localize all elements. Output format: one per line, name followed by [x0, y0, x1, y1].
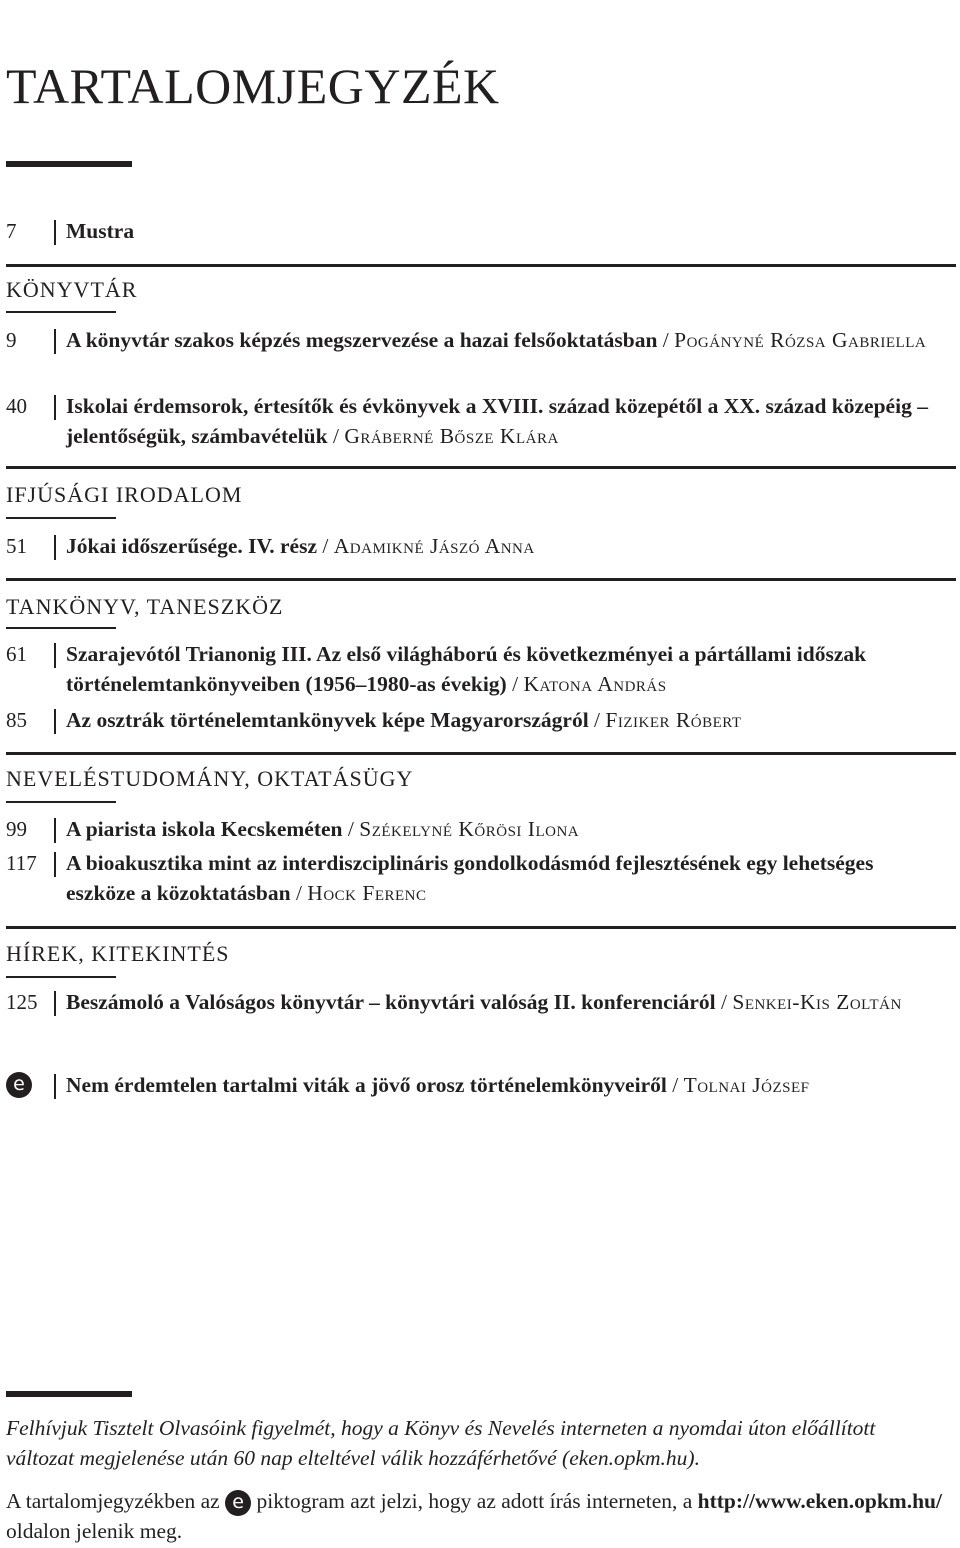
author-separator: /	[594, 708, 601, 732]
section-heading-hirek: HÍREK, KITEKINTÉS	[6, 941, 230, 966]
page-number: 9	[6, 328, 17, 352]
article-title: A piarista iskola Kecskeméten	[66, 817, 343, 841]
info-text-start: A tartalomjegyzékben az	[6, 1489, 220, 1513]
section-rule	[6, 926, 956, 929]
author-separator: /	[322, 534, 329, 558]
page-number: 40	[6, 394, 27, 418]
article-author: Adamikné Jászó Anna	[333, 534, 535, 558]
article-title: Mustra	[66, 219, 135, 243]
section-rule	[6, 578, 956, 581]
article-title: Iskolai érdemsorok, értesítők és évkönyvek a XVIII. század közepétől a XX. század közepéig – jelentőségük, számbavételük	[66, 394, 928, 448]
online-e-icon: e	[6, 1072, 32, 1098]
section-underline	[6, 517, 116, 519]
author-separator: /	[672, 1073, 679, 1097]
entry-separator-bar	[54, 329, 56, 354]
entry-text	[66, 848, 946, 908]
page-number: 125	[6, 990, 38, 1014]
article-title: Az osztrák történelemtankönyvek képe Magyarországról	[66, 708, 589, 732]
entry-separator-bar	[54, 818, 56, 843]
article-author: Katona András	[523, 672, 667, 696]
article-title: Beszámoló a Valóságos könyvtár – könyvtári valóság II. konferenciáról	[66, 990, 716, 1014]
entry-separator-bar	[54, 991, 56, 1016]
entry-text	[66, 705, 946, 735]
entry-text	[66, 531, 946, 561]
footer-rule	[6, 1391, 132, 1397]
article-author: Székelyné Kőrösi Ilona	[359, 817, 580, 841]
section-underline	[6, 801, 116, 803]
entry-text	[66, 814, 946, 844]
entry-separator-bar	[54, 852, 56, 877]
entry-separator-bar	[54, 709, 56, 734]
entry-separator-bar	[54, 643, 56, 668]
page-number: 117	[6, 851, 37, 875]
page-title: TARTALOMJEGYZÉK	[6, 58, 500, 114]
author-separator: /	[347, 817, 354, 841]
entry-text	[66, 987, 946, 1017]
article-title: A bioakusztika mint az interdiszciplináris gondolkodásmód fejlesztésének egy lehetséges eszköze a közoktatásban	[66, 851, 874, 905]
entry-separator-bar	[54, 535, 56, 560]
section-heading-nevelestudomany: NEVELÉSTUDOMÁNY, OKTATÁSÜGY	[6, 766, 414, 791]
article-title: Szarajevótól Trianonig III. Az első világháború és következményei a pártállami időszak történelemtankönyveiben (1956–1980-as évekig)	[66, 642, 867, 696]
article-author: Fiziker Róbert	[605, 708, 742, 732]
author-separator: /	[721, 990, 727, 1014]
article-title: A könyvtár szakos képzés megszervezése a hazai felsőoktatásban	[66, 328, 658, 352]
entry-text	[66, 216, 946, 246]
info-text-end: oldalon jelenik meg.	[6, 1519, 183, 1544]
section-heading-ifjusagi-irodalom: IFJÚSÁGI IRODALOM	[6, 482, 243, 507]
entry-text	[66, 639, 946, 699]
section-rule	[6, 752, 956, 755]
author-separator: /	[662, 328, 669, 352]
page-number: 61	[6, 642, 27, 666]
article-author: Tolnai József	[683, 1073, 810, 1097]
entry-text	[66, 325, 946, 355]
author-separator: /	[332, 424, 339, 448]
section-underline	[6, 311, 116, 313]
footer-info	[6, 1486, 946, 1546]
section-rule	[6, 264, 956, 267]
article-title: Nem érdemtelen tartalmi viták a jövő orosz történelemkönyveiről	[66, 1073, 667, 1097]
entry-separator-bar	[54, 1074, 56, 1099]
entry-text	[66, 1070, 946, 1100]
author-separator: /	[512, 672, 519, 696]
e-pictogram-icon: e	[225, 1490, 251, 1516]
entry-separator-bar	[54, 395, 56, 420]
section-heading-konyvtar: KÖNYVTÁR	[6, 277, 138, 302]
entry-separator-bar	[54, 220, 56, 245]
info-text-middle: piktogram azt jelzi, hogy az adott írás interneten, a	[256, 1489, 693, 1513]
entry-text	[66, 391, 946, 451]
section-rule	[6, 466, 956, 469]
article-author: Gráberné Bősze Klára	[344, 424, 559, 448]
footer-note: Felhívjuk Tisztelt Olvasóink figyelmét, hogy a Könyv és Nevelés interneten a nyomdai úton előállított változat megjelenése után 60 nap elteltével válik hozzáférhetővé (eken.opkm.hu).	[6, 1416, 876, 1470]
page-number: 7	[6, 219, 17, 243]
page-number: 85	[6, 708, 27, 732]
article-title: Jókai időszerűsége. IV. rész	[66, 534, 318, 558]
title-underline	[6, 161, 132, 167]
article-author: Pogányné Rózsa Gabriella	[674, 328, 927, 352]
section-underline	[6, 976, 116, 978]
article-author: Hock Ferenc	[307, 881, 427, 905]
author-separator: /	[295, 881, 302, 905]
website-link[interactable]: http://www.eken.opkm.hu/	[697, 1489, 942, 1513]
section-underline	[6, 627, 116, 629]
page-number: 99	[6, 817, 27, 841]
section-heading-tankonyv: TANKÖNYV, TANESZKÖZ	[6, 594, 284, 619]
article-author: Senkei-Kis Zoltán	[732, 990, 902, 1014]
page-number: 51	[6, 534, 27, 558]
